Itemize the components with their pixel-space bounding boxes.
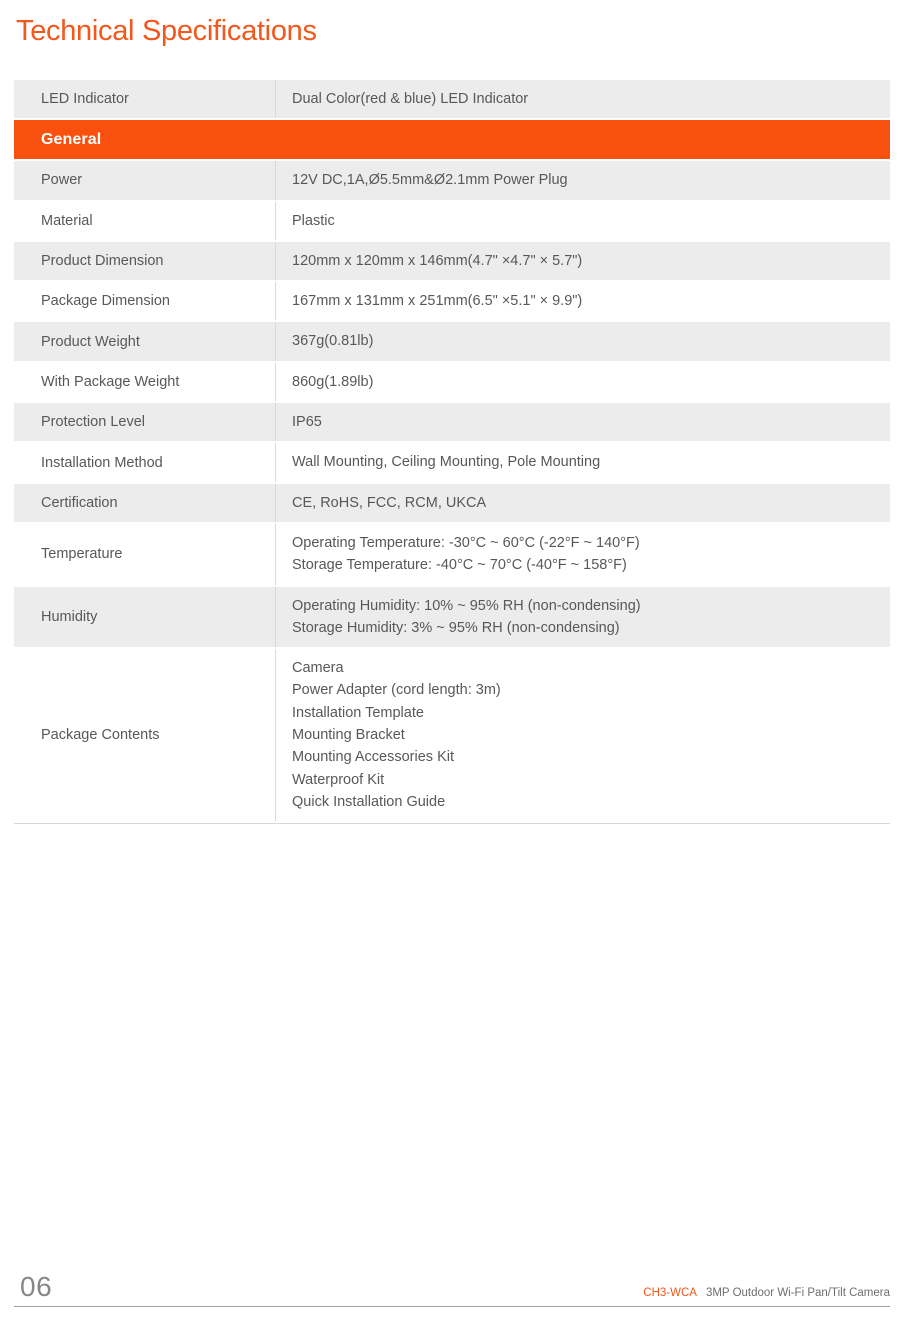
table-row: [14, 484, 890, 524]
table-row: [14, 443, 890, 483]
spec-value-cell: [275, 80, 890, 118]
spec-value-line: Plastic: [292, 212, 335, 229]
spec-value-cell: [275, 242, 890, 280]
table-row: [14, 282, 890, 322]
footer-model-code: CH3-WCA: [643, 1287, 697, 1299]
spec-label: Temperature: [41, 546, 123, 563]
spec-label: Installation Method: [41, 454, 163, 471]
spec-value-cell: [275, 587, 890, 648]
spec-value-line: Mounting Accessories Kit: [292, 749, 454, 766]
spec-label: Certification: [41, 494, 118, 511]
table-row: [14, 587, 890, 650]
spec-value-line: Wall Mounting, Ceiling Mounting, Pole Mounting: [292, 454, 601, 471]
spec-label-cell: [14, 363, 275, 401]
footer-product-name: 3MP Outdoor Wi-Fi Pan/Tilt Camera: [705, 1287, 890, 1299]
spec-value-cell: [275, 484, 890, 522]
spec-value-line: Camera: [292, 660, 344, 677]
table-row: [14, 649, 890, 823]
page-title: Technical Specifications: [16, 15, 317, 47]
spec-value-line: Installation Template: [292, 704, 424, 721]
table-row: [14, 322, 890, 362]
spec-label-cell: [14, 161, 275, 199]
spec-value-cell: [275, 202, 890, 240]
spec-label: Product Weight: [41, 333, 140, 350]
table-row: [14, 524, 890, 587]
table-row: [14, 202, 890, 242]
spec-value-cell: [275, 649, 890, 821]
spec-value-cell: [275, 322, 890, 360]
table-row: [14, 161, 890, 201]
spec-label-cell: [14, 242, 275, 280]
spec-value-line: 12V DC,1A,Ø5.5mm&Ø2.1mm Power Plug: [292, 172, 568, 189]
spec-value-line: Mounting Bracket: [292, 727, 405, 744]
spec-label: Package Contents: [41, 727, 160, 744]
spec-value-cell: [275, 443, 890, 481]
spec-value-line: Operating Temperature: -30°C ~ 60°C (-22°F ~ 140°F): [292, 534, 640, 551]
table-bottom-rule: [14, 823, 890, 824]
table-row: [14, 242, 890, 282]
spec-value-cell: [275, 363, 890, 401]
spec-value-line: 860g(1.89lb): [292, 373, 374, 390]
spec-label: Package Dimension: [41, 293, 170, 310]
spec-value-line: Power Adapter (cord length: 3m): [292, 682, 501, 699]
spec-value-cell: [275, 282, 890, 320]
spec-label-cell: [14, 443, 275, 481]
spec-label: Humidity: [41, 608, 98, 625]
spec-value-line: Waterproof Kit: [292, 771, 385, 788]
spec-value-line: Quick Installation Guide: [292, 793, 446, 810]
section-label: General: [41, 130, 102, 148]
spec-label-cell: [14, 282, 275, 320]
spec-value-line: 167mm x 131mm x 251mm(6.5" ×5.1" × 9.9"): [292, 293, 583, 310]
table-row: [14, 80, 890, 120]
spec-label: Material: [41, 212, 93, 229]
spec-value-line: IP65: [292, 414, 322, 431]
spec-value-line: Storage Humidity: 3% ~ 95% RH (non-condensing): [292, 619, 620, 636]
spec-label-cell: [14, 80, 275, 118]
spec-label-cell: [14, 202, 275, 240]
spec-label-cell: [14, 403, 275, 441]
spec-table-rows: [14, 80, 890, 823]
footer-product-info: [643, 1287, 890, 1299]
spec-value-line: CE, RoHS, FCC, RCM, UKCA: [292, 494, 487, 511]
table-row: [14, 363, 890, 403]
spec-label-cell: [14, 484, 275, 522]
spec-label-cell: [14, 649, 275, 821]
spec-value-line: Storage Temperature: -40°C ~ 70°C (-40°F ~ 158°F): [292, 557, 627, 574]
page-number: 06: [20, 1271, 53, 1302]
spec-label: LED Indicator: [41, 91, 129, 108]
spec-label-cell: [14, 524, 275, 585]
spec-label-cell: [14, 322, 275, 360]
spec-value-line: Operating Humidity: 10% ~ 95% RH (non-condensing): [292, 597, 641, 614]
spec-label: Product Dimension: [41, 253, 164, 270]
spec-label: Protection Level: [41, 414, 145, 431]
spec-value-line: 367g(0.81lb): [292, 333, 374, 350]
spec-label: With Package Weight: [41, 373, 180, 390]
table-row: [14, 403, 890, 443]
spec-label: Power: [41, 172, 83, 189]
spec-value-line: 120mm x 120mm x 146mm(4.7" ×4.7" × 5.7"): [292, 252, 583, 269]
spec-table: [14, 80, 890, 824]
spec-value-cell: [275, 403, 890, 441]
spec-value-cell: [275, 161, 890, 199]
spec-value-line: Dual Color(red & blue) LED Indicator: [292, 91, 529, 107]
section-header-row: [14, 120, 890, 161]
spec-label-cell: [14, 587, 275, 648]
footer-rule: [14, 1306, 890, 1307]
spec-value-cell: [275, 524, 890, 585]
